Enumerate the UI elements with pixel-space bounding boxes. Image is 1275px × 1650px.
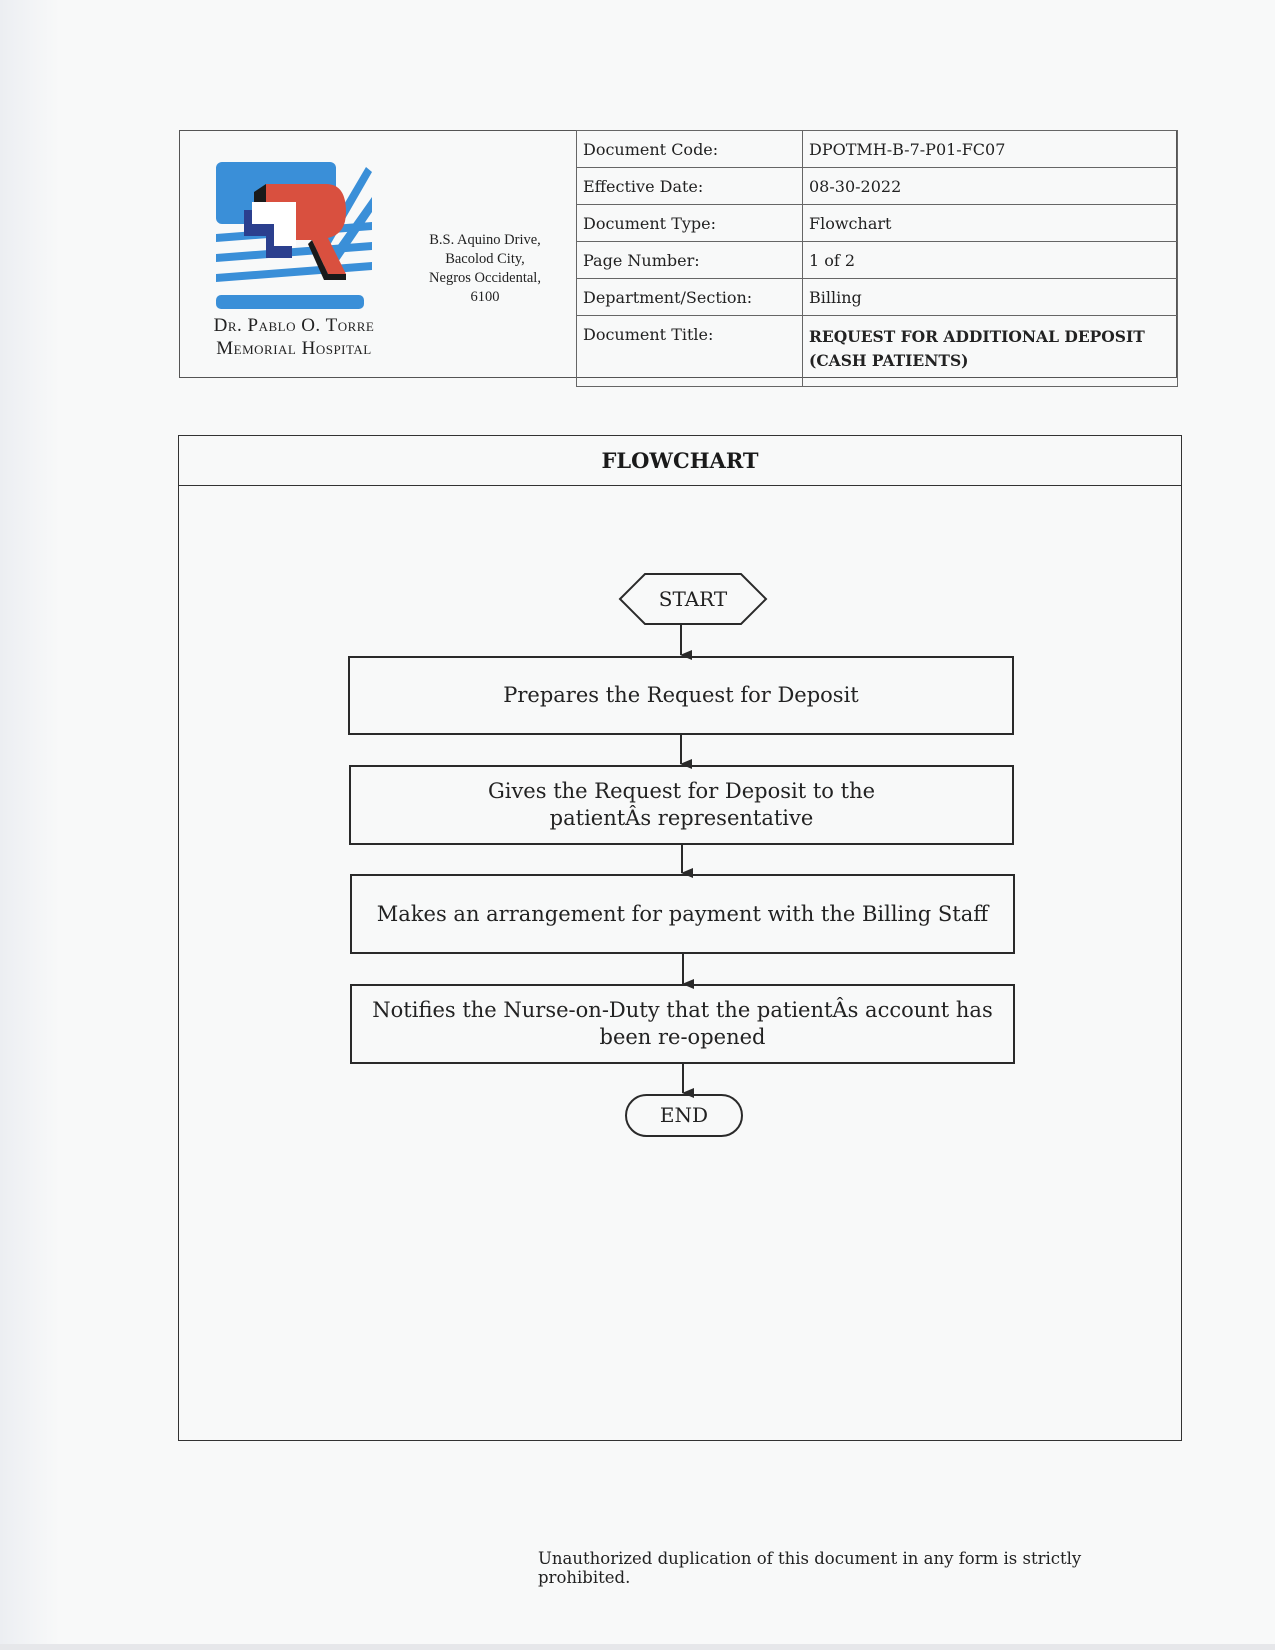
duplication-notice: Unauthorized duplication of this document in any form is strictly prohibited. [538,1549,1082,1587]
hospital-logo-icon [216,162,372,312]
hospital-name-line: Memorial Hospital [216,338,372,359]
document-title: REQUEST FOR ADDITIONAL DEPOSIT (CASH PATIENTS) [803,316,1178,387]
logo-cell [180,131,576,377]
process-step [348,656,1014,735]
meta-label: Document Code: [577,131,803,168]
process-step-text: Makes an arrangement for payment with the Billing Staff [376,901,989,926]
address-line: B.S. Aquino Drive, [429,232,541,248]
document-meta-table [576,130,1178,387]
scan-shadow [0,0,60,1650]
meta-label: Page Number: [577,242,803,279]
logo-stripe [216,262,372,282]
meta-row [577,168,1178,205]
scan-edge [0,1644,1275,1650]
address-line: Bacolod City, [445,251,525,267]
meta-value: DPOTMH-B-7-P01-FC07 [803,131,1178,168]
end-terminator [625,1094,743,1137]
meta-label: Document Title: [577,316,803,387]
process-step [350,984,1015,1064]
address-line: Negros Occidental, [429,270,541,286]
meta-label: Effective Date: [577,168,803,205]
address-line: 6100 [470,289,500,305]
process-step-text: Prepares the Request for Deposit [503,683,859,707]
hospital-name [184,314,404,360]
process-step [350,874,1015,954]
meta-value: 08-30-2022 [803,168,1178,205]
meta-row [577,279,1178,316]
meta-value: Flowchart [803,205,1178,242]
process-step-text: Notifies the Nurse-on-Duty that the patientÂs account has been re-opened [372,998,993,1049]
meta-label: Department/Section: [577,279,803,316]
meta-row [577,131,1178,168]
document-header [179,130,1177,378]
flowchart-section-title: FLOWCHART [179,436,1181,486]
meta-row [577,205,1178,242]
process-step [349,765,1014,845]
process-step-text: Gives the Request for Deposit to the patientÂs representative [487,779,876,830]
start-label: START [658,586,728,611]
meta-value: Billing [803,279,1178,316]
meta-row [577,242,1178,279]
meta-value: 1 of 2 [803,242,1178,279]
end-label: END [659,1103,709,1127]
meta-row [577,316,1178,387]
logo-base-bar [216,295,364,309]
hospital-name-line: Dr. Pablo O. Torre [213,315,375,336]
meta-label: Document Type: [577,205,803,242]
hospital-address [405,231,565,306]
